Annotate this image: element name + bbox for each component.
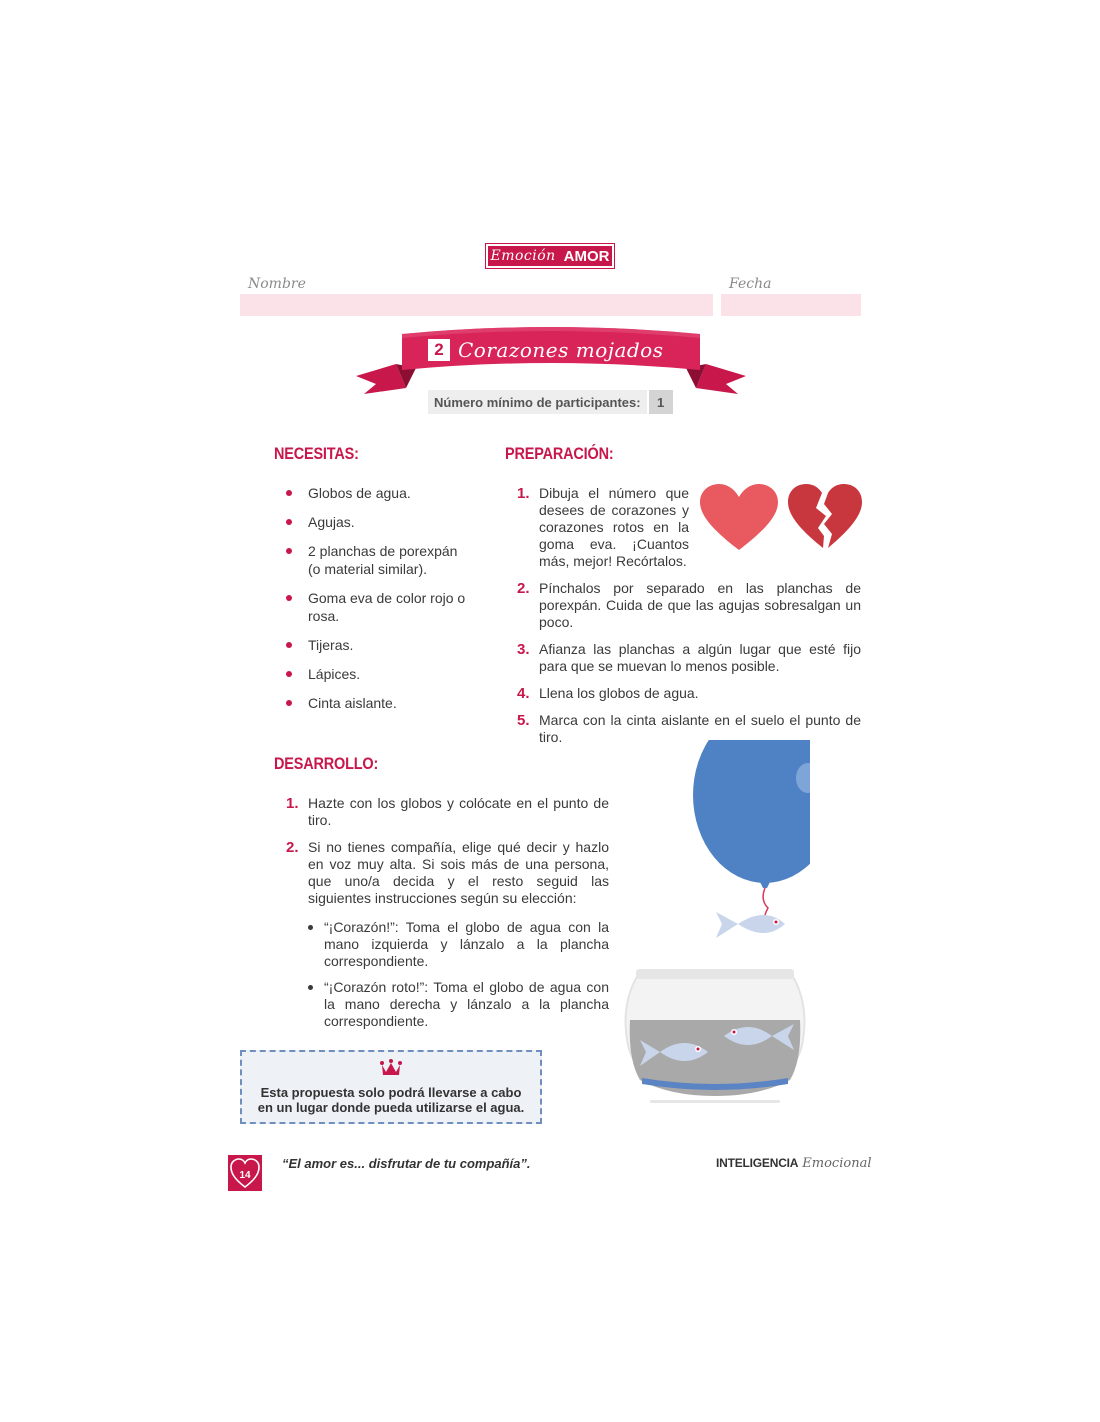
preparation-steps — [517, 580, 861, 746]
activity-title — [428, 335, 663, 365]
emotion-name: AMOR — [563, 247, 610, 265]
name-label: Nombre — [248, 276, 306, 292]
step-number: 3. — [517, 641, 530, 658]
balloon-icon — [693, 740, 810, 883]
choice-heart: “¡Corazón!”: Toma el globo de agua con la mano izquierda y lánzalo a la plancha correspondiente. — [306, 919, 609, 970]
preparation-title: PREPARACIÓN: — [505, 444, 614, 463]
list-item: Cinta aislante. — [286, 694, 466, 712]
development-steps — [286, 795, 609, 1039]
list-item: 2 planchas de porexpán (o material similar). — [286, 542, 466, 578]
date-field[interactable] — [721, 294, 861, 316]
preparation-step-1 — [517, 485, 689, 570]
broken-heart-icon — [788, 484, 862, 552]
list-item: Goma eva de color rojo o rosa. — [286, 589, 466, 625]
footer-quote: “El amor es... disfrutar de tu compañía”. — [282, 1156, 531, 1171]
note-box — [240, 1050, 542, 1124]
step-text: Llena los globos de agua. — [539, 685, 699, 701]
step-number: 1. — [286, 795, 299, 812]
step-number: 4. — [517, 685, 530, 702]
development-title: DESARROLLO: — [274, 754, 379, 773]
activity-name: Corazones mojados — [458, 338, 664, 362]
list-item: Agujas. — [286, 513, 466, 531]
step-text: Pínchalos por separado en las planchas de porexpán. Cuida de que las agujas sobresalgan un poco. — [539, 580, 861, 630]
heart-icon — [700, 484, 778, 552]
choice-list — [286, 919, 609, 1030]
step-number: 1. — [517, 485, 530, 502]
list-item: Lápices. — [286, 665, 466, 683]
activity-number: 2 — [428, 339, 450, 361]
balloon-fishbowl-illustration — [620, 740, 810, 1120]
needs-list — [286, 484, 466, 723]
step-number: 5. — [517, 712, 530, 729]
participants-badge — [428, 390, 673, 414]
step-text: Hazte con los globos y colócate en el punto de tiro. — [308, 795, 609, 828]
step-number: 2. — [517, 580, 530, 597]
date-label: Fecha — [729, 276, 772, 292]
brand-bold: INTELIGENCIA — [716, 1156, 799, 1170]
needs-title: NECESITAS: — [274, 444, 359, 463]
name-field[interactable] — [240, 294, 713, 316]
participants-value: 1 — [649, 390, 673, 414]
page-number-badge — [228, 1155, 262, 1191]
emotion-prefix: Emoción — [490, 248, 556, 264]
crown-icon — [380, 1058, 402, 1076]
fish-icon — [716, 912, 785, 938]
participants-label: Número mínimo de participantes: — [428, 390, 647, 414]
page-number: 14 — [239, 1170, 251, 1181]
list-item: Tijeras. — [286, 636, 466, 654]
step-text: Afianza las planchas a algún lugar que esté fijo para que se muevan lo menos posible. — [539, 641, 861, 674]
brand-script: Emocional — [802, 1156, 872, 1171]
list-item: Globos de agua. — [286, 484, 466, 502]
note-line-2: en un lugar donde pueda utilizarse el agua. — [257, 1100, 525, 1115]
step-text: Si no tienes compañía, elige qué decir y hazlo en voz muy alta. Si sois más de una persona, que uno/a decida y el resto seguid las siguientes instrucciones según su elección: — [308, 839, 609, 906]
step-text: Marca con la cinta aislante en el suelo el punto de tiro. — [539, 712, 861, 745]
step-text: Dibuja el número que desees de corazones y corazones rotos en la goma eva. ¡Cuantos más, mejor! Recórtalos. — [539, 485, 689, 569]
choice-broken-heart: “¡Corazón roto!”: Toma el globo de agua con la mano derecha y lánzalo a la plancha correspondiente. — [306, 979, 609, 1030]
footer-brand — [716, 1156, 871, 1171]
step-number: 2. — [286, 839, 299, 856]
emotion-tag — [486, 244, 614, 268]
note-line-1: Esta propuesta solo podrá llevarse a cabo — [260, 1085, 522, 1100]
